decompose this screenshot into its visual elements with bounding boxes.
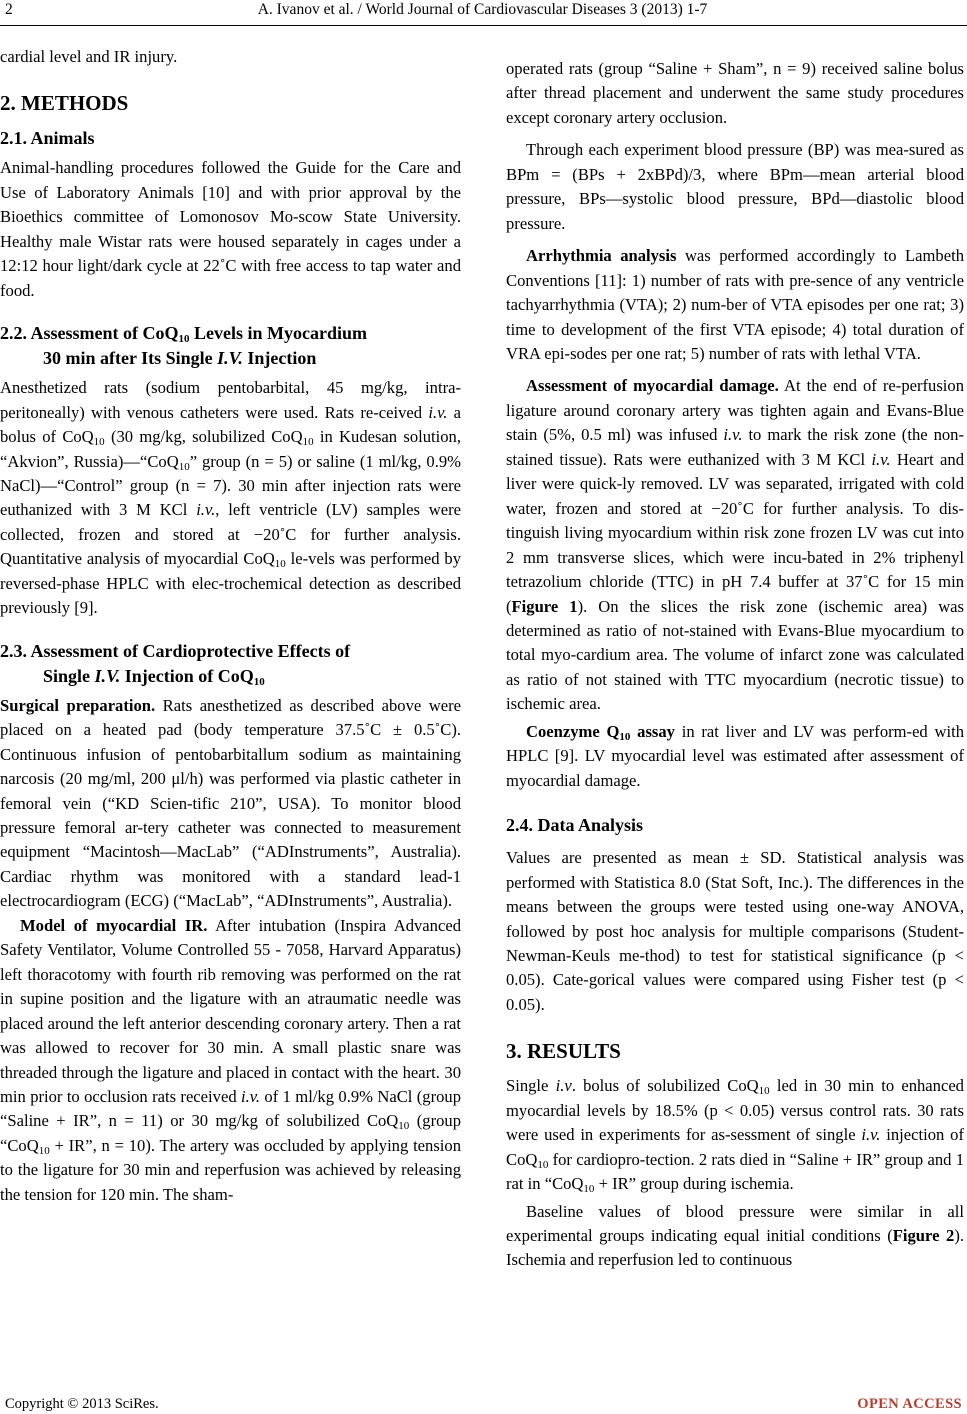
methods-heading: 2. METHODS xyxy=(0,91,129,116)
page-header xyxy=(5,0,960,20)
section-2-2-heading: 2.2. Assessment of CoQ$_{10}$ Levels in Myocardium 30 min after Its Single I.V. Injection xyxy=(0,323,367,369)
header-rule xyxy=(0,25,967,26)
blood-pressure-paragraph: Through each experiment blood pressure (BP) was mea-sured as BPm = (BPs + 2xBPd)/3, where BPm—mean arterial blood pressure, BPs—systolic blood pressure, BPd—diastolic blood pressure. xyxy=(506,140,964,233)
results-heading: 3. RESULTS xyxy=(506,1039,621,1064)
left-column xyxy=(0,45,461,1207)
coq-assay-paragraph: Coenzyme $Q_{10}$ assay in rat liver and LV was perform-ed with HPLC [9]. LV myocardial level was estimated after assessment of myocardial damage. xyxy=(506,721,964,790)
model-ir-paragraph: Model of myocardial IR. After intubation (Inspira Advanced Safety Ventilator, Volume Controlled 55 - 7058, Harvard Apparatus) left thoracotomy with fourth rib removing was performed on the rat in supine position and the ligature with an atraumatic needle was placed around the left anterior descending coronary artery. Then a rat was allowed to recover for 30 min. A small plastic snare was threaded through the ligature and placed in contact with the heart. 30 min prior to occlusion rats received i.v. of 1 ml/kg 0.9% NaCl (group “Saline + IR”, n = 11) or 30 mg/kg of solubilized CoQ$_{10}$ (group “CoQ$_{10}$ + IR”, n = 10). The artery was occluded by applying tension to the ligature for 30 min and reperfusion was achieved by releasing the tension for 120 min. The sham- xyxy=(0,915,461,1204)
figure-2-ref: Figure 2 xyxy=(892,1226,955,1246)
intro-tail-paragraph: cardial level and IR injury. xyxy=(0,47,178,66)
animals-paragraph: Animal-handling procedures followed the Guide for the Care and Use of Laboratory Animals [10] and with prior approval by the Bioethics committee of Lomonosov Mo-scow State University. Healthy male Wistar rats were housed separately in cages under a 12:12 hour light/dark cycle at 22˚C with free access to tap water and food. xyxy=(0,158,461,300)
open-access-label: OPEN ACCESS xyxy=(857,1396,962,1412)
animals-heading: 2.1. Animals xyxy=(0,128,95,149)
data-analysis-heading: 2.4. Data Analysis xyxy=(506,815,644,836)
running-head: A. Ivanov et al. / World Journal of Cardiovascular Diseases 3 (2013) 1-7 xyxy=(257,1,708,18)
copyright-footer: Copyright © 2013 SciRes. xyxy=(5,1396,159,1412)
figure-1-ref: Figure 1 xyxy=(511,596,578,616)
arrhythmia-paragraph: Arrhythmia analysis was performed accordingly to Lambeth Conventions [11]: 1) number of rats with pre-sence of any ventricle tachyarrhythmia (VTA); 2) num-ber of VTA episodes per one rat; 3) time to development of the first VTA episode; 4) total duration of VRA epi-sodes per one rat; 5) number of rats with lethal VTA. xyxy=(506,246,964,363)
surgical-preparation-paragraph: Surgical preparation. Rats anesthetized as described above were placed on a heated pad (body temperature 37.5˚C ± 0.5˚C). Continuous infusion of pentobarbitallum sodium as maintaining narcosis (20 mg/ml, 200 μl/h) was performed via plastic catheter in femoral vein (“KD Scien-tific 210”, USA). To monitor blood pressure femoral ar-tery catheter was connected to measurement equipment “Macintosh—MacLab” (“ADInstruments”, Australia). Cardiac rhythm was monitored with a standard lead-1 electrocardiogram (ECG) (“MacLab”, “ADInstruments”, Australia). xyxy=(0,695,461,911)
myocardial-damage-paragraph: Assessment of myocardial damage. At the end of re-perfusion ligature around coronary artery was tighten again and Evans-Blue stain (5%, 0.5 ml) was infused i.v. to mark the risk zone (the non-stained tissue). Rats were euthanized with 3 M KCl i.v. Heart and liver were quick-ly removed. LV was separated, irrigated with cold water, frozen and stored at −20˚C for further analysis. To dis-tinguish living myocardium within risk zone frozen LV was cut into 2 mm transverse slices, which were incu-bated in 2% triphenyl tetrazolium chloride (TTC) in pH 7.4 buffer at 37˚C for 15 min (Figure 1). On the slices the risk zone (ischemic area) was determined as ratio of not-stained with Evans-Blue myocardium to total myo-cardium area. The volume of infarct zone was calculated as ratio of not stained with TTC myocardium (necrotic tissue) to ischemic area. xyxy=(506,376,964,714)
data-analysis-paragraph: Values are presented as mean ± SD. Statistical analysis was performed with Statistica 8.0 (Stat Soft, Inc.). The differences in the means between the groups were tested using one-way ANOVA, followed by post hoc analysis for multiple comparisons (Student-Newman-Keuls me-thod) to test for statistical significance (p < 0.05). Cate-gorical values were compared using Fisher test (p < 0.05). xyxy=(506,848,964,1014)
section-2-3-heading: 2.3. Assessment of Cardioprotective Effects of Single I.V. Injection of CoQ$_{10}$ xyxy=(0,640,351,688)
baseline-paragraph: Baseline values of blood pressure were similar in all experimental groups indicating equal initial conditions (Figure 2). Ischemia and reperfusion led to continuous xyxy=(506,1201,964,1270)
results-paragraph: Single i.v. bolus of solubilized CoQ$_{10}$ led in 30 min to enhanced myocardial levels by 18.5% (p < 0.05) versus control rats. 30 rats were used in experiments for as-sessment of single i.v. injection of CoQ$_{10}$ for cardiopro-tection. 2 rats died in “Saline + IR” group and 1 rat in “CoQ$_{10}$ + IR” group during ischemia. xyxy=(506,1076,964,1196)
page-number: 2 xyxy=(5,1,13,18)
coq-levels-paragraph: Anesthetized rats (sodium pentobarbital, 45 mg/kg, intra-peritoneally) with venous catheters were used. Rats re-ceived i.v. a bolus of CoQ$_{10}$ (30 mg/kg, solubilized CoQ$_{10}$ in Kudesan solution, “Akvion”, Russia)—“CoQ$_{10}$” group (n = 5) or saline (1 ml/kg, 0.9% NaCl)—“Control” group (n = 7). 30 min after injection rats were euthanized with 3 M KCl i.v., left ventricle (LV) samples were collected, frozen and stored at −20˚C for further analysis. Quantitative analysis of myocardial CoQ$_{10}$ le-vels was performed by reversed-phase HPLC with elec-trochemical detection as described previously [9]. xyxy=(0,378,461,618)
right-column xyxy=(506,57,964,1273)
sham-paragraph: operated rats (group “Saline + Sham”, n = 9) received saline bolus after thread placement and underwent the same study procedures except coronary artery occlusion. xyxy=(506,59,964,127)
